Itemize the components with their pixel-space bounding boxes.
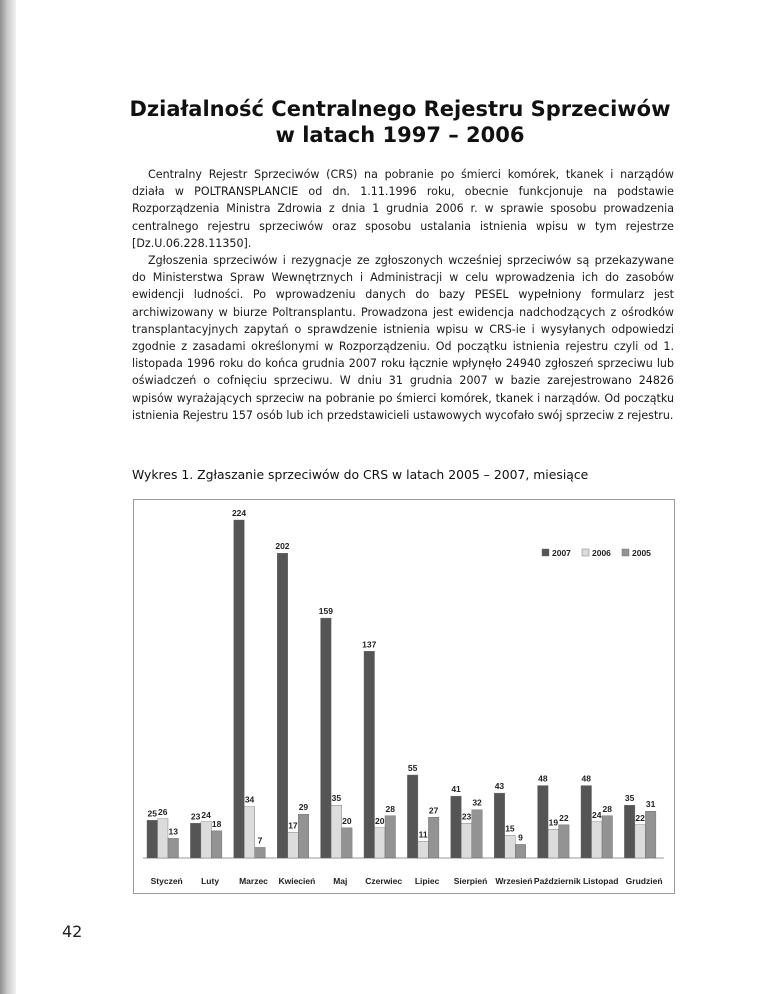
page-title-line-2: w latach 1997 – 2006 (275, 123, 525, 147)
bar-2005-9 (559, 825, 570, 858)
bar-2005-4 (342, 828, 353, 858)
data-label-2006-7: 23 (461, 811, 472, 822)
data-label-2007-0: 25 (147, 808, 157, 819)
chart-container (133, 499, 675, 894)
bar-2006-5 (375, 828, 386, 858)
data-label-2005-10: 28 (602, 803, 612, 814)
data-label-2006-3: 17 (288, 820, 298, 831)
bar-2005-1 (211, 831, 222, 858)
x-tick-label-8: Wrzesień (495, 876, 533, 886)
legend-label-2006: 2006 (592, 548, 611, 558)
page-title-line-1: Działalność Centralnego Rejestru Sprzeciwów (129, 97, 671, 121)
data-label-2007-11: 35 (624, 793, 635, 804)
data-label-2007-7: 41 (451, 784, 461, 795)
data-label-2007-10: 48 (581, 773, 591, 784)
bar-2006-11 (635, 825, 646, 858)
bar-2007-11 (624, 805, 635, 858)
bar-2006-8 (505, 835, 516, 858)
legend-label-2005: 2005 (632, 548, 651, 558)
x-tick-label-2: Marzec (239, 876, 268, 886)
bar-2007-3 (277, 553, 288, 858)
page-edge-shadow (0, 0, 16, 994)
bar-2005-3 (298, 814, 309, 858)
bar-2006-9 (548, 829, 559, 858)
data-label-2005-4: 20 (342, 815, 352, 826)
bar-2007-10 (581, 786, 592, 858)
chart-caption: Wykres 1. Zgłaszanie sprzeciwów do CRS w latach 2005 – 2007, miesiące (132, 467, 589, 482)
bar-2005-10 (602, 816, 613, 858)
x-tick-label-9: Październik (533, 876, 581, 886)
x-tick-label-7: Sierpień (453, 876, 488, 886)
data-label-2005-5: 28 (385, 803, 395, 814)
x-tick-label-11: Grudzień (625, 876, 663, 886)
legend-swatch-2005 (622, 549, 629, 556)
bar-2007-0 (147, 820, 158, 858)
bar-2007-7 (451, 796, 462, 858)
data-label-2005-2: 7 (257, 835, 263, 846)
body-text (132, 166, 674, 424)
data-label-2005-7: 32 (472, 797, 482, 808)
bar-2007-5 (364, 651, 375, 858)
bar-2006-4 (331, 805, 342, 858)
paragraph-1: Centralny Rejestr Sprzeciwów (CRS) na pobranie po śmierci komórek, tkanek i narządów działa w POLTRANSPLANCIE od dn. 1.11.1996 roku, obecnie funkcjonuje na podstawie Rozporządzenia Ministra Zdrowia z dnia 1 grudnia 2006 r. w sprawie sposobu prowadzenia centralnego rejestru sprzeciwów oraz sposobu ustalania istnienia wpisu w tym rejestrze [Dz.U.06.228.11350]. (132, 168, 674, 250)
bar-2007-1 (190, 823, 201, 858)
data-label-2006-10: 24 (592, 809, 602, 820)
legend-label-2007: 2007 (552, 548, 571, 558)
data-label-2006-6: 11 (418, 829, 428, 840)
data-label-2007-2: 224 (231, 508, 247, 518)
data-label-2007-8: 43 (494, 781, 505, 792)
data-label-2005-1: 18 (211, 818, 222, 829)
data-label-2006-2: 34 (244, 794, 255, 805)
data-label-2007-3: 202 (275, 541, 290, 552)
bar-2005-2 (255, 847, 265, 858)
bar-chart (134, 500, 674, 893)
bar-2006-7 (461, 823, 472, 858)
bar-2006-1 (201, 822, 212, 858)
data-label-2007-5: 137 (362, 639, 377, 650)
data-label-2005-11: 31 (645, 799, 656, 810)
data-label-2007-4: 159 (318, 606, 333, 617)
data-label-2005-3: 29 (298, 802, 309, 813)
data-label-2006-5: 20 (375, 815, 385, 826)
bar-2007-9 (538, 786, 549, 858)
data-label-2006-8: 15 (505, 823, 515, 834)
data-label-2007-6: 55 (407, 763, 418, 774)
bar-2005-6 (428, 817, 439, 858)
legend-swatch-2007 (542, 549, 549, 556)
bar-2006-6 (418, 841, 429, 858)
data-label-2005-6: 27 (428, 805, 439, 816)
page-title (120, 96, 680, 148)
bar-2005-8 (515, 844, 526, 858)
legend-swatch-2006 (582, 549, 589, 556)
data-label-2005-8: 9 (518, 832, 523, 843)
bar-2005-11 (645, 811, 656, 858)
bar-2007-2 (234, 520, 245, 858)
data-label-2006-0: 26 (158, 806, 168, 817)
bar-2006-2 (244, 807, 255, 858)
data-label-2006-9: 19 (548, 817, 559, 828)
data-label-2006-4: 35 (331, 793, 342, 804)
x-tick-label-1: Luty (201, 876, 220, 886)
bar-2007-8 (494, 793, 505, 858)
page-number: 42 (62, 922, 83, 941)
bar-2006-0 (158, 819, 169, 858)
paragraph-2: Zgłoszenia sprzeciwów i rezygnacje ze zgłoszonych wcześniej sprzeciwów są przekazywane do Ministerstwa Spraw Wewnętrznych i Administracji w celu wprowadzenia ich do zasobów ewidencji ludności. Po wprowadzeniu danych do bazy PESEL wypełniony formularz jest archiwizowany w biurze Poltransplantu. Prowadzona jest ewidencja nadchodzących z ośrodków transplantacyjnych zapytań o sprawdzenie istnienia wpisu w CRS-ie i wysyłanych odpowiedzi zgodnie z zasadami określonymi w Rozporządzeniu. Od początku istnienia rejestru czyli od 1. listopada 1996 roku do końca grudnia 2007 roku łącznie wpłynęło 24940 zgłoszeń sprzeciwu lub oświadczeń o cofnięciu sprzeciwu. W dniu 31 grudnia 2007 w bazie zarejestrowano 24826 wpisów wyrażających sprzeciw na pobranie po śmierci komórek, tkanek i narządów. Od początku istnienia Rejestru 157 osób lub ich przedstawicieli ustawowych wycofało swój sprzeciw z rejestru. (132, 254, 674, 422)
data-label-2005-0: 13 (168, 826, 178, 837)
x-tick-label-4: Maj (333, 876, 348, 886)
data-label-2007-9: 48 (538, 773, 548, 784)
x-tick-label-6: Lipiec (414, 876, 440, 886)
x-tick-label-5: Czerwiec (365, 876, 403, 886)
x-tick-label-10: Listopad (582, 876, 619, 886)
bar-2005-0 (168, 838, 179, 858)
data-label-2006-11: 22 (635, 812, 645, 823)
x-tick-label-3: Kwiecień (278, 876, 316, 886)
bar-2007-6 (407, 775, 418, 858)
x-tick-label-0: Styczeń (150, 876, 183, 886)
bar-2005-5 (385, 816, 396, 858)
data-label-2006-1: 24 (201, 809, 211, 820)
bar-2007-4 (321, 618, 332, 858)
bar-2006-3 (288, 832, 299, 858)
data-label-2005-9: 22 (559, 812, 569, 823)
data-label-2007-1: 23 (190, 811, 201, 822)
bar-2005-7 (472, 810, 483, 858)
bar-2006-10 (592, 822, 603, 858)
